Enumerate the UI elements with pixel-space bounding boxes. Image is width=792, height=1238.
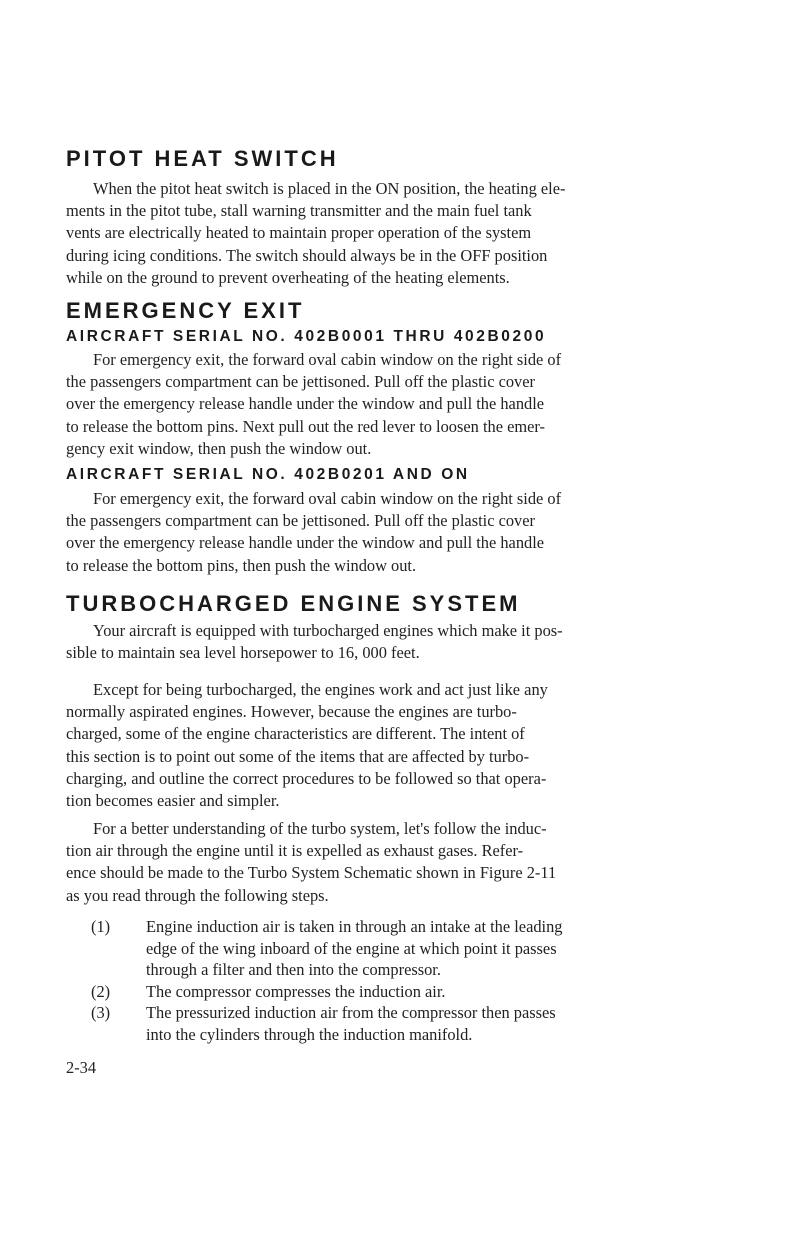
step-number: (1) [91,917,111,936]
text-line: charging, and outline the correct procedures to be followed so that opera- [66,768,547,788]
text-line: the passengers compartment can be jettisoned. Pull off the plastic cover [66,372,535,392]
text-line: The pressurized induction air from the compressor then passes [146,1003,556,1022]
text-line: For a better understanding of the turbo system, let's follow the induc- [93,819,547,838]
step-number: (3) [91,1003,111,1022]
text-line: ments in the pitot tube, stall warning transmitter and the main fuel tank [66,201,532,221]
text-line: as you read through the following steps. [66,885,329,905]
text-line: charged, some of the engine characteristics are different. The intent of [66,724,525,744]
page-number: 2-34 [66,1058,97,1077]
section-heading-pitot-heat-switch: PITOT HEAT SWITCH [66,146,339,171]
text-line: ence should be made to the Turbo System Schematic shown in Figure 2-11 [66,863,557,883]
subheading-serial-0001-0200: AIRCRAFT SERIAL NO. 402B0001 THRU 402B0200 [66,328,547,345]
text-line: this section is to point out some of the items that are affected by turbo- [66,746,530,766]
text-line: over the emergency release handle under the window and pull the handle [66,533,545,553]
section-heading-emergency-exit: EMERGENCY EXIT [66,298,305,323]
text-line: Your aircraft is equipped with turbocharged engines which make it pos- [93,621,563,640]
text-line: For emergency exit, the forward oval cabin window on the right side of [93,350,562,369]
paragraph-emergency-exit-late [66,488,736,577]
paragraph-turbo-intro [66,620,736,664]
text-line: to release the bottom pins, then push the window out. [66,555,417,575]
text-line: tion air through the engine until it is expelled as exhaust gases. Refer- [66,841,524,861]
text-line: into the cylinders through the induction manifold. [146,1024,473,1044]
text-line: Engine induction air is taken in through an intake at the leading [146,917,563,936]
text-line: edge of the wing inboard of the engine at which point it passes [146,938,557,958]
turbo-steps-list [66,916,736,1045]
text-line: during icing conditions. The switch should always be in the OFF position [66,245,548,265]
text-line: while on the ground to prevent overheating of the heating elements. [66,267,510,287]
text-line: to release the bottom pins. Next pull out the red lever to loosen the emer- [66,416,545,436]
list-item-step-1 [66,916,736,981]
text-line: gency exit window, then push the window out. [66,438,372,458]
text-line: vents are electrically heated to maintain proper operation of the system [66,223,532,243]
paragraph-emergency-exit-early [66,349,736,460]
text-line: For emergency exit, the forward oval cabin window on the right side of [93,489,562,508]
list-item-step-3 [66,1002,736,1045]
text-line: tion becomes easier and simpler. [66,791,280,811]
list-item-step-2 [66,981,736,1003]
text-line: When the pitot heat switch is placed in the ON position, the heating ele- [93,179,566,198]
subheading-serial-0201-on: AIRCRAFT SERIAL NO. 402B0201 AND ON [66,466,470,483]
paragraph-turbo-characteristics [66,679,736,812]
text-line: sible to maintain sea level horsepower to 16, 000 feet. [66,643,420,663]
text-line: normally aspirated engines. However, because the engines are turbo- [66,702,517,722]
section-heading-turbocharged-engine-system: TURBOCHARGED ENGINE SYSTEM [66,591,521,616]
text-line: the passengers compartment can be jettisoned. Pull off the plastic cover [66,511,535,531]
paragraph-pitot-heat [66,178,736,289]
text-line: Except for being turbocharged, the engines work and act just like any [93,680,548,699]
text-line: through a filter and then into the compressor. [146,960,441,979]
step-number: (2) [91,981,111,1001]
text-line: The compressor compresses the induction air. [146,981,446,1001]
paragraph-turbo-understanding [66,818,736,907]
text-line: over the emergency release handle under the window and pull the handle [66,394,545,414]
